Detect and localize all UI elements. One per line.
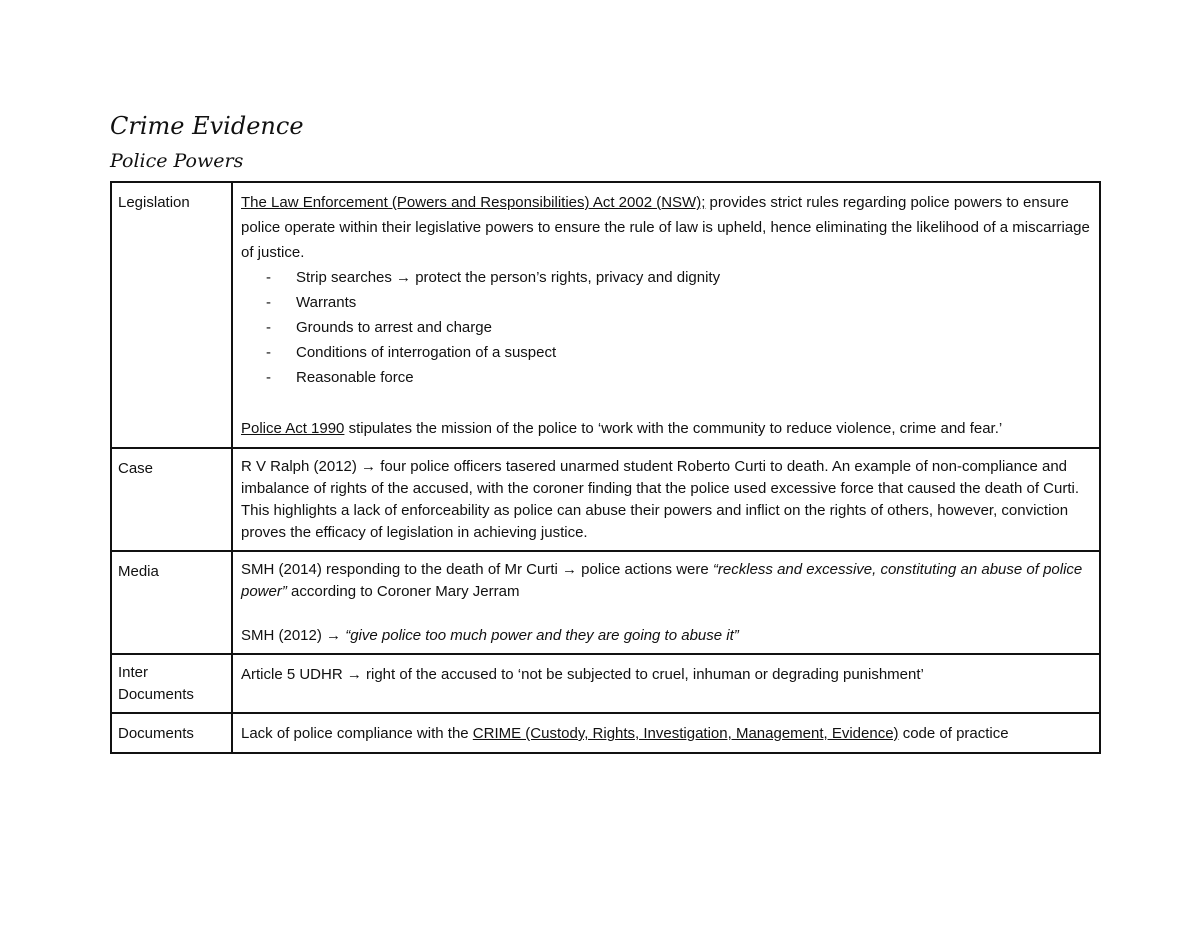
row-label-case: Case — [111, 448, 232, 551]
list-item: - Reasonable force — [266, 365, 1091, 390]
list-item: - Strip searches → protect the person’s rights, privacy and dignity — [266, 265, 1091, 290]
evidence-table — [110, 181, 1101, 754]
media-text: according to Coroner Mary Jerram — [286, 583, 520, 600]
police-act-link: Police Act 1990 — [241, 420, 345, 437]
media-text: SMH (2012) → — [241, 627, 346, 644]
row-label-legislation: Legislation — [111, 182, 232, 448]
row-label-documents: Documents — [111, 713, 232, 753]
documents-text: code of practice — [898, 725, 1009, 742]
table-row-media — [111, 551, 1100, 654]
list-item: - Grounds to arrest and charge — [266, 315, 1091, 340]
legislation-paragraph — [241, 190, 1091, 265]
table-row-documents — [111, 713, 1100, 753]
row-label-media: Media — [111, 551, 232, 654]
spacer — [241, 390, 1091, 416]
case-content: R V Ralph (2012) → four police officers tasered unarmed student Roberto Curti to death. An example of non-compliance and imbalance of rights of the accused, with the coroner finding that the police used excessive force that caused the death of Curti. This highlights a lack of enforceability as police can abuse their powers and inflict on the rights of others, however, conviction proves the efficacy of legislation in achieving justice. — [232, 448, 1100, 551]
row-label-inter-documents: Inter Documents — [111, 654, 232, 713]
media-quote: “give police too much power and they are going to abuse it” — [345, 627, 739, 644]
list-item: - Warrants — [266, 290, 1091, 315]
media-content — [232, 551, 1100, 654]
police-act-paragraph — [241, 416, 1091, 441]
document-title: Crime Evidence — [110, 112, 304, 140]
table-row-inter-documents — [111, 654, 1100, 713]
police-act-text: stipulates the mission of the police to ‘work with the community to reduce violence, crime and fear.’ — [344, 420, 1003, 437]
list-item: - Conditions of interrogation of a suspect — [266, 340, 1091, 365]
law-enforcement-act-link: The Law Enforcement (Powers and Responsibilities) Act 2002 (NSW); — [241, 194, 706, 211]
legislation-list — [241, 265, 1091, 390]
legislation-text: provides strict rules regarding police powers to ensure police operate within their legislative powers to ensure the rule of law is upheld, hence eliminating the likelihood of a miscarriage of justice. — [241, 194, 1090, 261]
documents-text: Lack of police compliance with the — [241, 725, 473, 742]
table-row-legislation — [111, 182, 1100, 448]
media-paragraph-2 — [241, 625, 1091, 647]
legislation-content — [232, 182, 1100, 448]
table-row-case — [111, 448, 1100, 551]
crime-code-link: CRIME (Custody, Rights, Investigation, Management, Evidence) — [472, 725, 899, 742]
inter-documents-content: Article 5 UDHR → right of the accused to ‘not be subjected to cruel, inhuman or degrading punishment’ — [232, 654, 1100, 713]
documents-content — [232, 713, 1100, 753]
spacer — [241, 603, 1091, 625]
media-text: SMH (2014) responding to the death of Mr Curti → police actions were — [241, 561, 713, 578]
media-quote: “reckless and excessive, constituting an abuse of police power” — [241, 561, 1083, 600]
document-subtitle: Police Powers — [110, 150, 244, 172]
media-paragraph-1 — [241, 559, 1091, 603]
